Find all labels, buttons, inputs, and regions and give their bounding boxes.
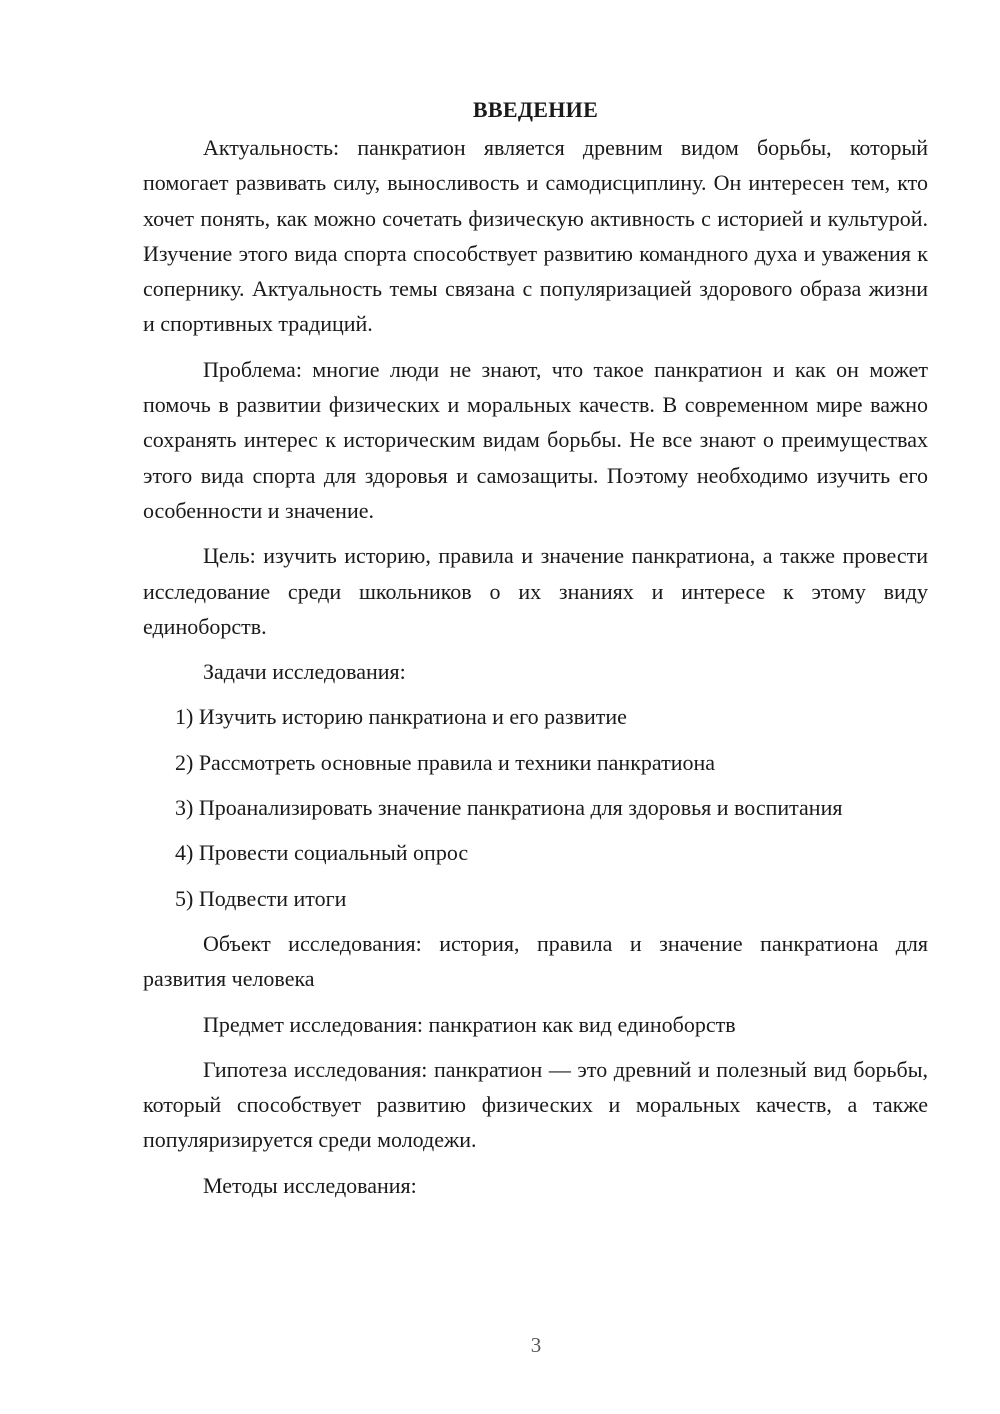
page-number: 3 (530, 1333, 542, 1357)
methods-heading: Методы исследования: (203, 1172, 417, 1198)
hypothesis-paragraph: Гипотеза исследования: панкратион — это древний и полезный вид борьбы, который способствует развитию физических и моральных качеств, а также популяризируется среди молодежи. (143, 1056, 928, 1153)
relevance-paragraph: Актуальность: панкратион является древним видом борьбы, который помогает развивать силу, выносливость и самодисциплину. Он интересен тем, кто хочет понять, как можно сочетать физическую активность с историей и культурой. Изучение этого вида спорта способствует развитию командного духа и уважения к сопернику. Актуальность темы связана с популяризацией здорового образа жизни и спортивных традиций. (143, 135, 928, 337)
task-item-5: 5) Подвести итоги (175, 885, 347, 911)
goal-paragraph: Цель: изучить историю, правила и значение панкратиона, а также провести исследование среди школьников о их знаниях и интересе к этому виду единоборств. (143, 543, 928, 639)
task-item-1: 1) Изучить историю панкратиона и его развитие (175, 704, 627, 730)
task-item-3: 3) Проанализировать значение панкратиона для здоровья и воспитания (175, 795, 843, 821)
subject-paragraph: Предмет исследования: панкратион как вид единоборств (203, 1011, 736, 1037)
document-page (143, 92, 928, 1213)
task-item-2: 2) Рассмотреть основные правила и техники панкратиона (175, 749, 716, 775)
task-item-4: 4) Провести социальный опрос (175, 840, 469, 866)
problem-paragraph: Проблема: многие люди не знают, что такое панкратион и как он может помочь в развитии физических и моральных качеств. В современном мире важно сохранять интерес к историческим видам борьбы. Не все знают о преимуществах этого вида спорта для здоровья и самозащиты. Поэтому необходимо изучить его особенности и значение. (143, 356, 928, 523)
object-paragraph: Объект исследования: история, правила и значение панкратиона для развития человека (143, 930, 928, 992)
tasks-heading: Задачи исследования: (203, 659, 406, 685)
section-title: ВВЕДЕНИЕ (472, 97, 599, 122)
